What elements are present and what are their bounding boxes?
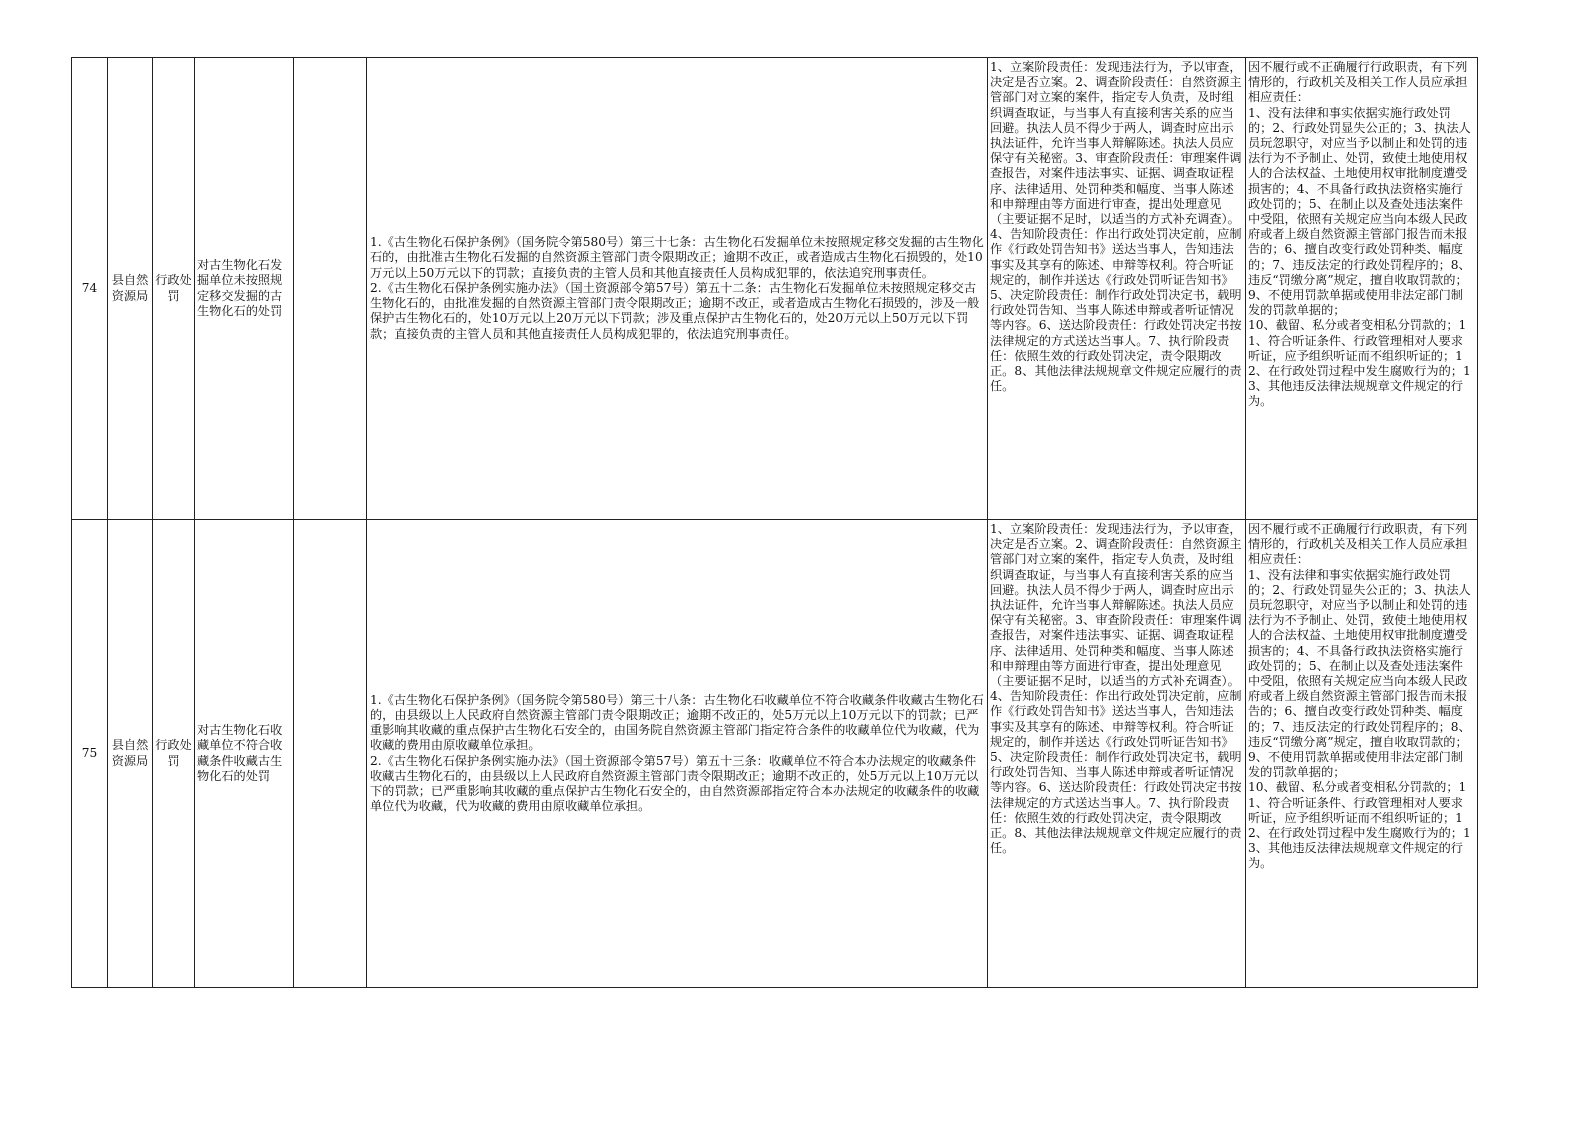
- item-name-cell: 对古生物化石发掘单位未按照规定移交发掘的古生物化石的处罚: [195, 58, 294, 520]
- accountability-cell: [1246, 58, 1478, 520]
- legal-basis-cell: [367, 58, 988, 520]
- accountability-text: 因不履行或不正确履行行政职责，有下列情形的，行政机关及相关工作人员应承担相应责任： 1、没有法律和事实依据实施行政处罚的；2、行政处罚显失公正的；3、执法人员玩忽职守，对应当予以制止和处罚的违法行为不予制止、处罚，致使土地使用权人的合法权益、土地使用权审批制度遭受损害的；4、不具备行政执法资格实施行政处罚的；5、在制止以及查处违法案件中受阻，依照有关规定应当向本级人民政府或者上级自然资源主管部门报告而未报告的；6、擅自改变行政处罚种类、幅度的；7、违反法定的行政处罚程序的；8、违反“罚缴分离”规定，擅自收取罚款的；9、不使用罚款单据或使用非法定部门制发的罚款单据的； 10、截留、私分或者变相私分罚款的；11、符合听证条件、行政管理相对人要求听证，应予组织听证而不组织听证的；12、在行政处罚过程中发生腐败行为的；13、其他违反法律法规规章文件规定的行为。: [1248, 522, 1471, 871]
- power-list-table: [71, 57, 1478, 988]
- row-number: 75: [72, 520, 108, 988]
- responsibility-cell: 1、立案阶段责任：发现违法行为，予以审查，决定是否立案。2、调查阶段责任：自然资源主管部门对立案的案件，指定专人负责，及时组织调查取证，与当事人有直接利害关系的应当回避。执法人员不得少于两人，调查时应出示执法证件，允许当事人辩解陈述。执法人员应保守有关秘密。3、审查阶段责任：审理案件调查报告，对案件违法事实、证据、调查取证程序、法律适用、处罚种类和幅度、当事人陈述和申辩理由等方面进行审查，提出处理意见（主要证据不足时，以适当的方式补充调查）。4、告知阶段责任：作出行政处罚决定前，应制作《行政处罚告知书》送达当事人，告知违法事实及其享有的陈述、申辩等权利。符合听证规定的，制作并送达《行政处罚听证告知书》5、决定阶段责任：制作行政处罚决定书，载明行政处罚告知、当事人陈述申辩或者听证情况等内容。6、送达阶段责任：行政处罚决定书按法律规定的方式送达当事人。7、执行阶段责任：依照生效的行政处罚决定，责令限期改正。8、其他法律法规规章文件规定应履行的责任。: [988, 520, 1246, 988]
- power-type-cell: 行政处罚: [153, 520, 195, 988]
- department-cell: 县自然资源局: [108, 58, 153, 520]
- power-type-cell: 行政处罚: [153, 58, 195, 520]
- legal-basis-cell: [367, 520, 988, 988]
- table-row: [72, 520, 1478, 988]
- sub-item-cell: [294, 58, 367, 520]
- accountability-cell: [1246, 520, 1478, 988]
- accountability-text: 因不履行或不正确履行行政职责，有下列情形的，行政机关及相关工作人员应承担相应责任： 1、没有法律和事实依据实施行政处罚的；2、行政处罚显失公正的；3、执法人员玩忽职守，对应当予以制止和处罚的违法行为不予制止、处罚，致使土地使用权人的合法权益、土地使用权审批制度遭受损害的；4、不具备行政执法资格实施行政处罚的；5、在制止以及查处违法案件中受阻，依照有关规定应当向本级人民政府或者上级自然资源主管部门报告而未报告的；6、擅自改变行政处罚种类、幅度的；7、违反法定的行政处罚程序的；8、违反“罚缴分离”规定，擅自收取罚款的；9、不使用罚款单据或使用非法定部门制发的罚款单据的； 10、截留、私分或者变相私分罚款的；11、符合听证条件、行政管理相对人要求听证，应予组织听证而不组织听证的；12、在行政处罚过程中发生腐败行为的；13、其他违反法律法规规章文件规定的行为。: [1248, 60, 1471, 409]
- legal-basis-text: 1.《古生物化石保护条例》（国务院令第580号）第三十八条：古生物化石收藏单位不符合收藏条件收藏古生物化石的，由县级以上人民政府自然资源主管部门责令限期改正；逾期不改正的，处5万元以上10万元以下的罚款；已严重影响其收藏的重点保护古生物化石安全的，由国务院自然资源主管部门指定符合条件的收藏单位代为收藏，代为收藏的费用由原收藏单位承担。 2.《古生物化石保护条例实施办法》（国土资源部令第57号）第五十三条：收藏单位不符合本办法规定的收藏条件收藏古生物化石的，由县级以上人民政府自然资源主管部门责令限期改正；逾期不改正的，处5万元以上10万元以下的罚款；已严重影响其收藏的重点保护古生物化石安全的，由自然资源部指定符合本办法规定的收藏条件的收藏单位代为收藏，代为收藏的费用由原收藏单位承担。: [370, 692, 984, 814]
- legal-basis-text: 1.《古生物化石保护条例》（国务院令第580号）第三十七条：古生物化石发掘单位未按照规定移交发掘的古生物化石的，由批准古生物化石发掘的自然资源主管部门责令限期改正；逾期不改正，或者造成古生物化石损毁的，处10万元以上50万元以下的罚款；直接负责的主管人员和其他直接责任人员构成犯罪的，依法追究刑事责任。 2.《古生物化石保护条例实施办法》（国土资源部令第57号）第五十二条：古生物化石发掘单位未按照规定移交古生物化石的，由批准发掘的自然资源主管部门责令限期改正；逾期不改正，或者造成古生物化石损毁的，涉及一般保护古生物化石的，处10万元以上20万元以下罚款；涉及重点保护古生物化石的，处20万元以上50万元以下罚款；直接负责的主管人员和其他直接责任人员构成犯罪的，依法追究刑事责任。: [370, 235, 984, 341]
- table-row: [72, 58, 1478, 520]
- item-name-cell: 对古生物化石收藏单位不符合收藏条件收藏古生物化石的处罚: [195, 520, 294, 988]
- row-number: 74: [72, 58, 108, 520]
- sub-item-cell: [294, 520, 367, 988]
- department-cell: 县自然资源局: [108, 520, 153, 988]
- responsibility-cell: 1、立案阶段责任：发现违法行为，予以审查，决定是否立案。2、调查阶段责任：自然资源主管部门对立案的案件，指定专人负责，及时组织调查取证，与当事人有直接利害关系的应当回避。执法人员不得少于两人，调查时应出示执法证件，允许当事人辩解陈述。执法人员应保守有关秘密。3、审查阶段责任：审理案件调查报告，对案件违法事实、证据、调查取证程序、法律适用、处罚种类和幅度、当事人陈述和申辩理由等方面进行审查，提出处理意见（主要证据不足时，以适当的方式补充调查）。4、告知阶段责任：作出行政处罚决定前，应制作《行政处罚告知书》送达当事人，告知违法事实及其享有的陈述、申辩等权利。符合听证规定的，制作并送达《行政处罚听证告知书》5、决定阶段责任：制作行政处罚决定书，载明行政处罚告知、当事人陈述申辩或者听证情况等内容。6、送达阶段责任：行政处罚决定书按法律规定的方式送达当事人。7、执行阶段责任：依照生效的行政处罚决定，责令限期改正。8、其他法律法规规章文件规定应履行的责任。: [988, 58, 1246, 520]
